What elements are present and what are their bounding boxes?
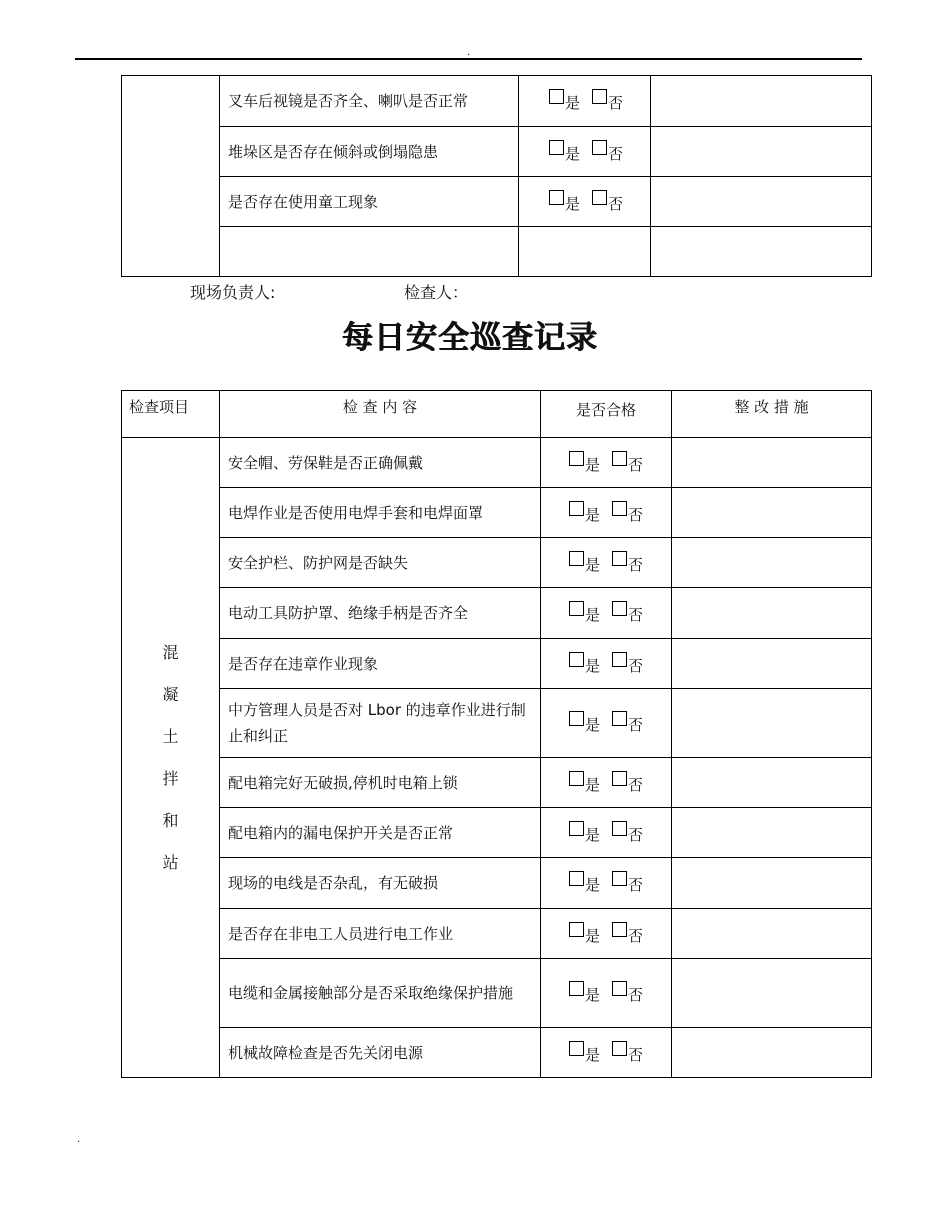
check-content: 中方管理人员是否对 Lbor 的违章作业进行制止和纠正 [220, 689, 541, 758]
yes-label: 是 [584, 455, 600, 474]
rectification-cell[interactable] [672, 438, 872, 488]
no-checkbox[interactable] [612, 551, 627, 566]
check-content: 电动工具防护罩、绝缘手柄是否齐全 [220, 588, 541, 639]
continuation-table [121, 75, 872, 277]
signature-line [190, 280, 468, 303]
table-row [122, 1028, 872, 1078]
yes-label: 是 [584, 555, 600, 574]
check-content: 电缆和金属接触部分是否采取绝缘保护措施 [220, 959, 541, 1028]
yes-checkbox[interactable] [549, 89, 564, 104]
yes-label: 是 [584, 986, 600, 1004]
no-label: 否 [608, 194, 624, 213]
check-content: 安全帽、劳保鞋是否正确佩戴 [220, 438, 541, 488]
page-title: 每日安全巡查记录 [342, 320, 598, 356]
check-content: 是否存在违章作业现象 [220, 639, 541, 689]
check-content: 机械故障检查是否先关闭电源 [220, 1028, 541, 1078]
rectification-cell[interactable] [672, 909, 872, 959]
no-label: 否 [628, 555, 644, 574]
table-row [122, 758, 872, 808]
no-checkbox[interactable] [612, 501, 627, 516]
no-label: 否 [628, 716, 644, 734]
table-header-row [122, 391, 872, 438]
no-label: 否 [628, 656, 644, 675]
table-row [122, 438, 872, 488]
header-content: 检 查 内 容 [220, 391, 541, 438]
rectification-cell[interactable] [651, 227, 872, 277]
check-content: 安全护栏、防护网是否缺失 [220, 538, 541, 588]
no-checkbox[interactable] [612, 871, 627, 886]
yes-label: 是 [565, 94, 581, 112]
qualified-cell [519, 127, 651, 177]
no-label: 否 [628, 876, 644, 894]
no-checkbox[interactable] [612, 652, 627, 667]
qualified-cell [519, 177, 651, 227]
yes-checkbox[interactable] [549, 190, 564, 205]
inspection-table [121, 390, 872, 1078]
check-content: 堆垛区是否存在倾斜或倒塌隐患 [220, 127, 519, 177]
no-checkbox[interactable] [612, 771, 627, 786]
check-content: 配电箱内的漏电保护开关是否正常 [220, 808, 541, 858]
no-label: 否 [628, 455, 644, 474]
category-char: 凝 [162, 684, 179, 704]
table-row [122, 227, 872, 277]
qualified-cell [541, 639, 672, 689]
yes-checkbox[interactable] [569, 711, 584, 726]
rectification-cell[interactable] [672, 639, 872, 689]
yes-checkbox[interactable] [569, 821, 584, 836]
no-checkbox[interactable] [612, 922, 627, 937]
no-label: 否 [628, 1045, 644, 1064]
rectification-cell[interactable] [672, 808, 872, 858]
check-content: 是否存在使用童工现象 [220, 177, 519, 227]
rectification-cell[interactable] [672, 758, 872, 808]
check-content: 现场的电线是否杂乱，有无破损 [220, 858, 541, 909]
category-char: 拌 [162, 768, 179, 788]
yes-label: 是 [584, 606, 600, 624]
no-label: 否 [628, 926, 644, 945]
inspector-label: 检查人： [404, 283, 469, 302]
yes-checkbox[interactable] [569, 652, 584, 667]
table-row [122, 76, 872, 127]
rectification-cell[interactable] [672, 689, 872, 758]
yes-checkbox[interactable] [569, 981, 584, 996]
yes-label: 是 [584, 716, 600, 734]
site-manager-label: 现场负责人: [190, 283, 276, 302]
yes-label: 是 [584, 825, 600, 844]
rectification-cell[interactable] [672, 858, 872, 909]
no-label: 否 [628, 775, 644, 794]
header-rule [75, 58, 862, 60]
yes-label: 是 [584, 876, 600, 894]
no-label: 否 [628, 505, 644, 524]
qualified-cell [541, 488, 672, 538]
qualified-cell [541, 588, 672, 639]
no-checkbox[interactable] [592, 140, 607, 155]
no-label: 否 [628, 606, 644, 624]
qualified-cell [541, 909, 672, 959]
check-content [220, 227, 519, 277]
category-cell [122, 438, 220, 1078]
header-qualified: 是否合格 [541, 391, 672, 438]
table-row [122, 538, 872, 588]
qualified-cell [541, 959, 672, 1028]
no-label: 否 [628, 825, 644, 844]
yes-checkbox[interactable] [569, 451, 584, 466]
no-checkbox[interactable] [592, 89, 607, 104]
table-row [122, 177, 872, 227]
table-row [122, 909, 872, 959]
rectification-cell[interactable] [672, 1028, 872, 1078]
qualified-cell [519, 227, 651, 277]
rectification-cell[interactable] [651, 177, 872, 227]
check-content: 配电箱完好无破损,停机时电箱上锁 [220, 758, 541, 808]
rectification-cell[interactable] [672, 959, 872, 1028]
yes-label: 是 [584, 775, 600, 794]
no-checkbox[interactable] [612, 981, 627, 996]
category-char: 站 [162, 852, 179, 872]
qualified-cell [541, 689, 672, 758]
yes-checkbox[interactable] [569, 922, 584, 937]
header-rectification: 整 改 措 施 [672, 391, 872, 438]
yes-checkbox[interactable] [569, 1041, 584, 1056]
category-char: 混 [162, 642, 179, 662]
qualified-cell [541, 858, 672, 909]
yes-label: 是 [584, 505, 600, 524]
yes-checkbox[interactable] [569, 871, 584, 886]
yes-label: 是 [584, 926, 600, 945]
rectification-cell[interactable] [651, 76, 872, 127]
check-content: 叉车后视镜是否齐全、喇叭是否正常 [220, 76, 519, 127]
qualified-cell [541, 1028, 672, 1078]
qualified-cell [519, 76, 651, 127]
category-cell [122, 76, 220, 277]
yes-label: 是 [584, 656, 600, 675]
category-char: 和 [162, 810, 179, 830]
table-row [122, 639, 872, 689]
rectification-cell[interactable] [672, 588, 872, 639]
footer-dot: . [77, 1134, 81, 1145]
qualified-cell [541, 758, 672, 808]
yes-checkbox[interactable] [569, 601, 584, 616]
no-checkbox[interactable] [612, 601, 627, 616]
no-label: 否 [608, 144, 624, 163]
yes-label: 是 [584, 1045, 600, 1064]
no-checkbox[interactable] [612, 711, 627, 726]
yes-checkbox[interactable] [569, 771, 584, 786]
yes-checkbox[interactable] [569, 551, 584, 566]
table-row [122, 689, 872, 758]
yes-checkbox[interactable] [549, 140, 564, 155]
rectification-cell[interactable] [672, 538, 872, 588]
header-item: 检查项目 [122, 391, 220, 438]
no-checkbox[interactable] [612, 1041, 627, 1056]
table-row [122, 808, 872, 858]
rectification-cell[interactable] [651, 127, 872, 177]
header-dot: . [467, 47, 471, 58]
no-checkbox[interactable] [612, 821, 627, 836]
category-char: 土 [162, 726, 179, 746]
yes-label: 是 [565, 194, 581, 213]
rectification-cell[interactable] [672, 488, 872, 538]
yes-checkbox[interactable] [569, 501, 584, 516]
continuation-table-body [122, 76, 872, 277]
no-checkbox[interactable] [612, 451, 627, 466]
table-row [122, 959, 872, 1028]
no-label: 否 [608, 94, 624, 112]
qualified-cell [541, 438, 672, 488]
table-row [122, 127, 872, 177]
yes-label: 是 [565, 144, 581, 163]
table-row [122, 488, 872, 538]
no-label: 否 [628, 986, 644, 1004]
inspection-table-body [122, 438, 872, 1078]
qualified-cell [541, 538, 672, 588]
check-content: 是否存在非电工人员进行电工作业 [220, 909, 541, 959]
table-row [122, 588, 872, 639]
table-row [122, 858, 872, 909]
qualified-cell [541, 808, 672, 858]
check-content: 电焊作业是否使用电焊手套和电焊面罩 [220, 488, 541, 538]
no-checkbox[interactable] [592, 190, 607, 205]
